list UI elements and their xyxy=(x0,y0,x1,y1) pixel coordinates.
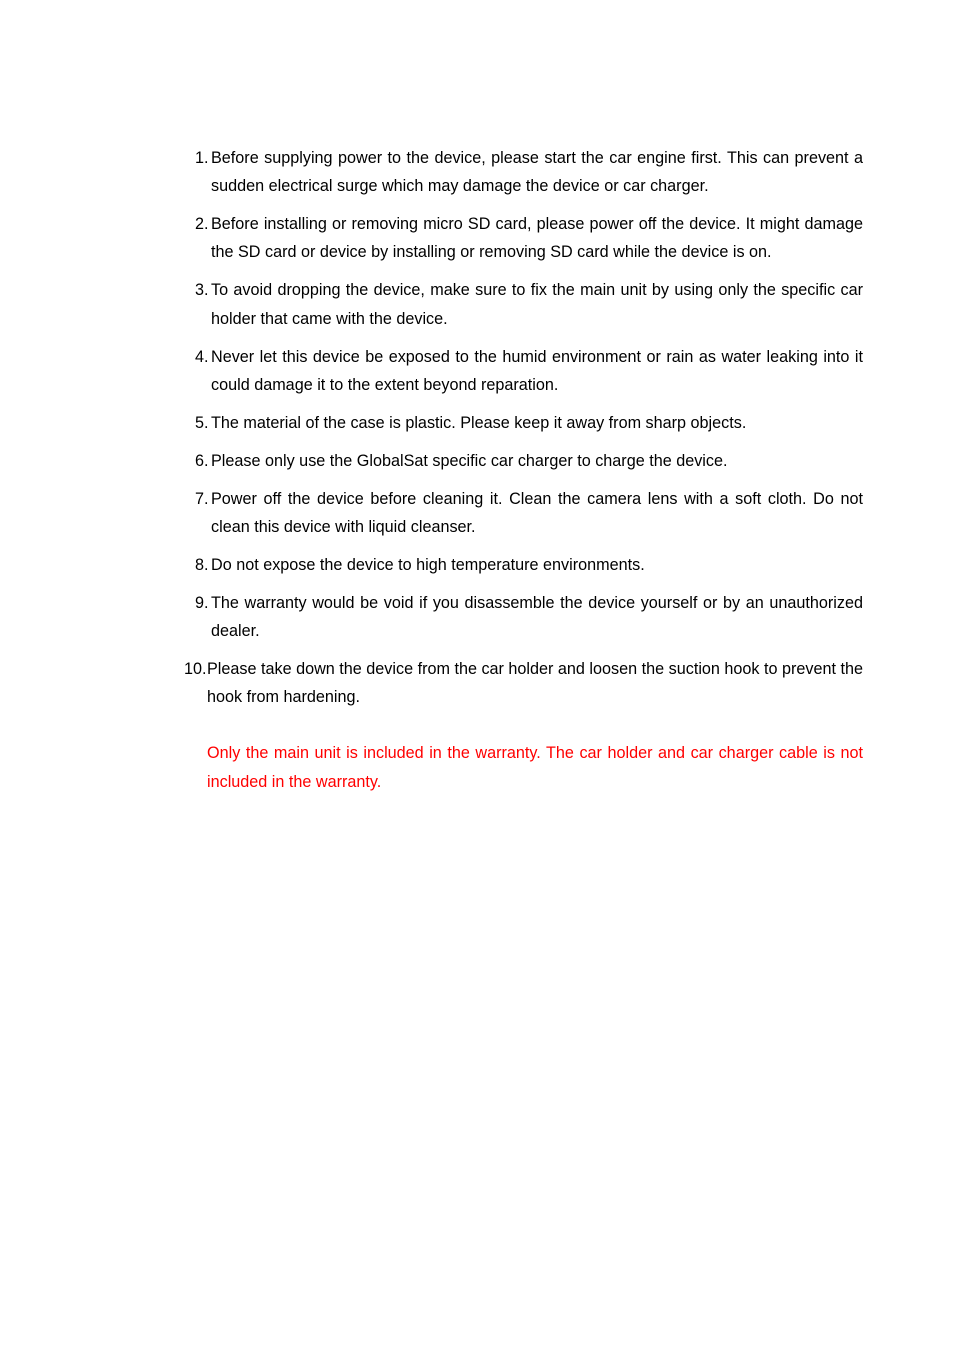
item-number: 6. xyxy=(195,451,209,470)
list-item-10 xyxy=(184,655,863,712)
item-number: 5. xyxy=(195,413,209,432)
item-text: Do not expose the device to high temperature environments. xyxy=(211,555,645,574)
list-item-1 xyxy=(184,144,863,201)
item-number: 9. xyxy=(195,593,209,612)
list-item-7 xyxy=(184,485,863,542)
item-text: Please take down the device from the car holder and loosen the suction hook to prevent the hook from hardening. xyxy=(207,659,864,707)
list-item-9 xyxy=(184,589,863,646)
item-text: Before supplying power to the device, please start the car engine first. This can prevent a sudden electrical surge which may damage the device or car charger. xyxy=(211,149,863,196)
item-text: To avoid dropping the device, make sure to fix the main unit by using only the specific car holder that came with the device. xyxy=(211,281,863,328)
item-text: The warranty would be void if you disassemble the device yourself or by an unauthorized dealer. xyxy=(211,593,863,640)
item-number: 8. xyxy=(195,555,209,574)
list-item-2 xyxy=(184,210,863,267)
item-text: Power off the device before cleaning it. Clean the camera lens with a soft cloth. Do not clean this device with liquid cleanser. xyxy=(211,489,863,536)
item-number: 4. xyxy=(195,347,209,366)
list-item-3 xyxy=(184,276,863,333)
item-number: 3. xyxy=(195,281,209,300)
warranty-notice: Only the main unit is included in the warranty. The car holder and car charger cable is not included in the warranty. xyxy=(207,744,863,791)
list-item-8 xyxy=(184,551,863,579)
item-text: Before installing or removing micro SD card, please power off the device. It might damage the SD card or device by installing or removing SD card while the device is on. xyxy=(211,215,863,262)
list-item-4 xyxy=(184,343,863,400)
item-number: 1. xyxy=(195,149,209,167)
item-number: 2. xyxy=(195,215,209,234)
item-number: 10. xyxy=(184,659,207,678)
list-item-5 xyxy=(184,409,863,437)
item-number: 7. xyxy=(195,489,209,508)
document-body xyxy=(184,144,863,796)
list-item-6 xyxy=(184,447,863,475)
item-text: The material of the case is plastic. Please keep it away from sharp objects. xyxy=(211,413,747,432)
item-text: Please only use the GlobalSat specific car charger to charge the device. xyxy=(211,451,728,470)
item-text: Never let this device be exposed to the humid environment or rain as water leaking into it could damage it to the extent beyond reparation. xyxy=(211,347,863,394)
